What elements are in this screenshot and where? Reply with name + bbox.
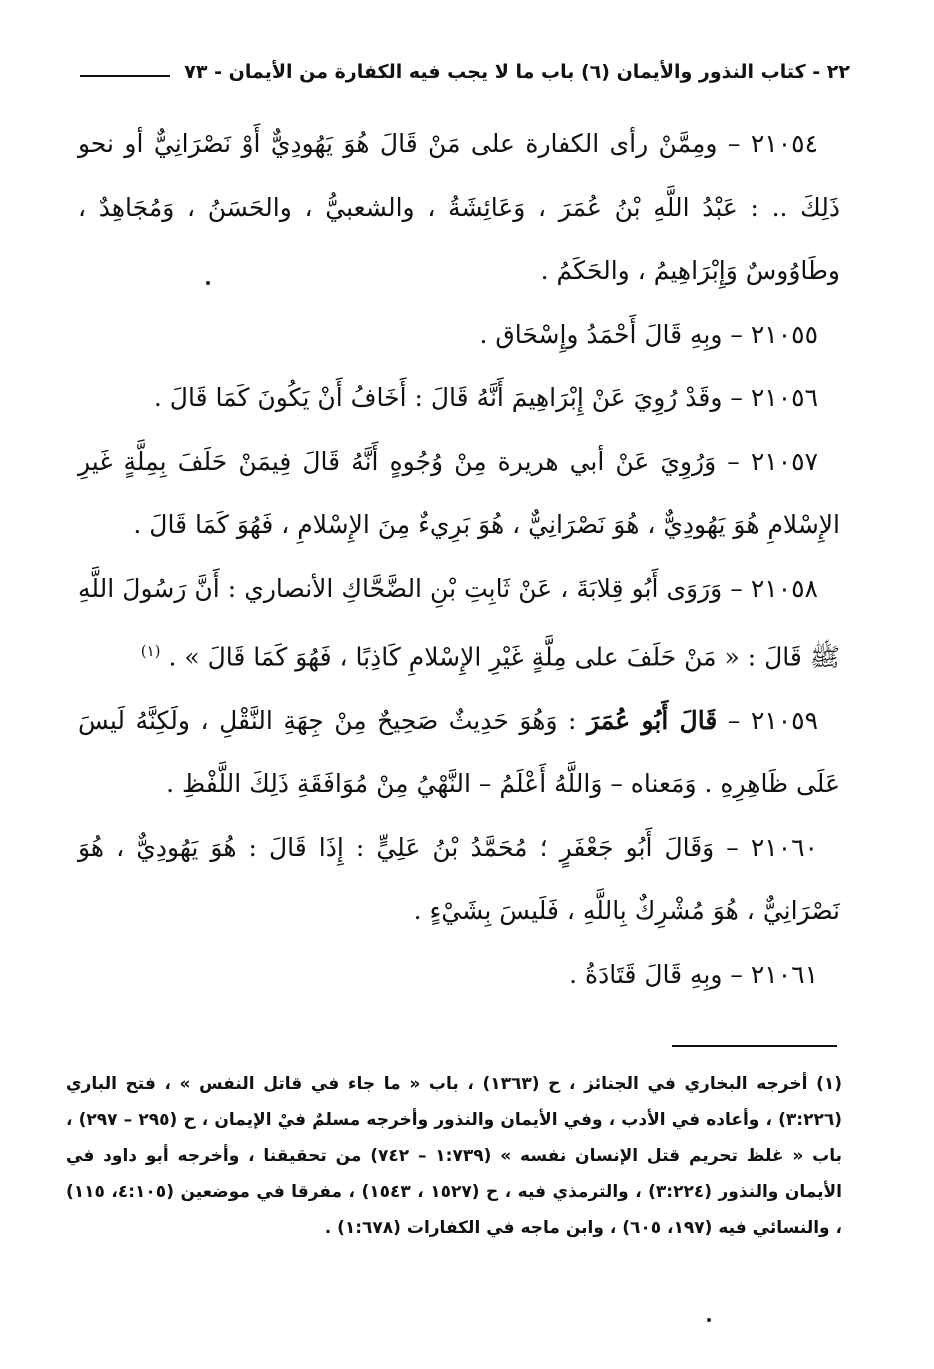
paragraph-number: ٢١٠٥٨ [750, 573, 818, 603]
paragraph-dash: – [727, 705, 741, 735]
paragraph-text: – وقَدْ رُوِيَ عَنْ إِبْرَاهِيمَ أَنَّهُ قَالَ : أَخَافُ أَنْ يَكُونَ كَمَا قَالَ . [153, 383, 743, 412]
paragraph-21061 [78, 943, 840, 1007]
paragraph-number: ٢١٠٦٠ [750, 832, 818, 862]
paragraph-21058 [78, 557, 840, 689]
footnote-1: (١) أخرجه البخاري في الجنائز ، ح (١٣٦٣) ، باب « ما جاء في قاتل النفس » ، فتح الباري (٣:٢٢٦) ، وأعاده في الأدب ، وفي الأيمان والنذور وأخرجه مسلمٌ فيْ الإيمان ، ح (٢٩٥ – ٢٩٧) ، باب « غلظ تحريم قتل الإنسان نفسه » (١:٧٣٩ – ٧٤٢) من تحقيقنا ، وأخرجه أبو داود في الأيمان والنذور (٣:٢٢٤) ، والترمذي فيه ، ح (١٥٢٧ ، ١٥٤٣) ، مفرقا في موضعين (٤:١٠٥، ١١٥) ، والنسائي فيه (١٩٧، ٦٠٥) ، وابن ماجه في الكفارات (١:٦٧٨) . [66, 1074, 843, 1238]
header-title: ٢٢ - كتاب النذور والأيمان (٦) باب ما لا يجب فيه الكفارة من الأيمان - ٧٣ [184, 61, 850, 83]
paragraph-number: ٢١٠٦١ [750, 959, 818, 989]
paragraph-text: – وبِهِ قَالَ أَحْمَدُ وإِسْحَاق . [479, 319, 743, 349]
paragraph-21055 [78, 303, 840, 367]
paragraph-text: : وَهُوَ حَدِيثٌ صَحِيحٌ مِنْ جِهَةِ النَّقْلِ ، ولَكِنَّهُ لَيسَ عَلَى ظَاهِرِهِ . وَمَعناه – وَاللَّهُ أَعْلَمُ – النَّهْيُ مِنْ مُوَافَقَةِ ذَلِكَ اللَّفْظِ . [78, 705, 840, 799]
paragraph-number: ٢١٠٥٥ [750, 319, 818, 349]
speck-mark [707, 1318, 711, 1322]
paragraph-21059 [78, 689, 840, 816]
paragraph-21060 [78, 816, 840, 943]
header-rule [80, 75, 170, 77]
speck-mark [206, 281, 210, 285]
paragraph-number: ٢١٠٥٩ [750, 705, 818, 735]
footnote-reference[interactable]: (١) [140, 642, 161, 660]
paragraph-text: – وبِهِ قَالَ قَتَادَةُ . [569, 959, 743, 989]
running-header [80, 55, 850, 89]
paragraph-21054 [78, 112, 840, 303]
footnotes [66, 1066, 842, 1246]
paragraph-number: ٢١٠٥٤ [750, 129, 818, 158]
footnote-separator [672, 1045, 837, 1047]
paragraph-21057 [78, 430, 840, 557]
paragraph-number: ٢١٠٥٧ [750, 446, 818, 476]
main-text [78, 112, 840, 1006]
paragraph-text: – وَقَالَ أَبُو جَعْفَرٍ ؛ مُحَمَّدُ بْنُ عَلِيٍّ : إِذَا قَالَ : هُوَ يَهُودِيٌّ ، هُوَ نَصْرَانِيٌّ ، هُوَ مُشْرِكٌ بِاللَّهِ ، فَلَيسَ بِشَيْءٍ . [78, 832, 840, 926]
paragraph-text: – وَرَوَى أَبُو قِلابَةَ ، عَنْ ثَابِتِ بْنِ الضَّحَّاكِ الأنصاري : أَنَّ رَسُولَ اللَّهِ ﷺ قَالَ : « مَنْ حَلَفَ على مِلَّةٍ غَيْرِ الإِسْلامِ كَاذِبًا ، فَهُوَ كَمَا قَالَ » . [78, 573, 840, 672]
paragraph-text: – وَرُوِيَ عَنْ أبي هريرة مِنْ وُجُوهٍ أَنَّهُ قَالَ فِيمَنْ حَلَفَ بِمِلَّةٍ غَيرِ الإِسْلامِ هُوَ يَهُودِيٌّ ، هُوَ نَصْرَانِيٌّ ، هُوَ بَرِيءٌ مِنَ الإِسْلامِ ، فَهُوَ كَمَا قَالَ . [78, 446, 840, 539]
bold-lead: قَالَ أَبُو عُمَرَ [587, 705, 718, 735]
paragraph-text: – ومِمَّنْ رأى الكفارة على مَنْ قَالَ هُوَ يَهُودِيٌّ أَوْ نَصْرَانِيٌّ أو نحو ذَلِكَ .. : عَبْدُ اللَّهِ بْنُ عُمَرَ ، وَعَائِشَةُ ، والشعبيُّ ، والحَسَنُ ، وَمُجَاهِدٌ ، وطَاوُوسٌ وَإِبْرَاهِيمُ ، والحَكَمُ . [78, 129, 840, 285]
paragraph-number: ٢١٠٥٦ [750, 383, 818, 412]
paragraph-21056 [78, 366, 840, 430]
